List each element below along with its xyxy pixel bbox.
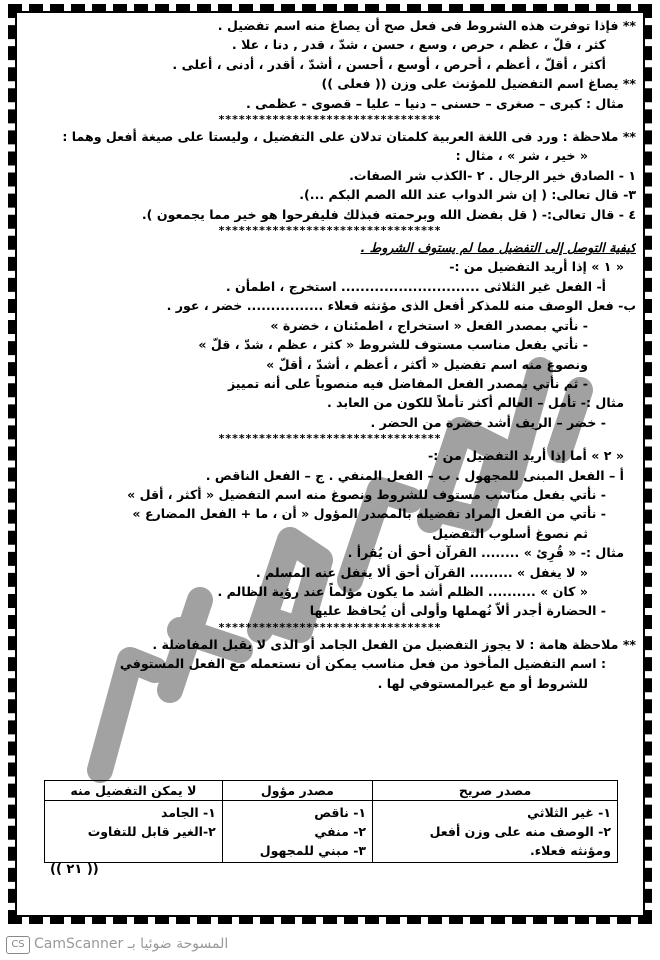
line-16: ب- فعل الوصف منه للمذكر أفعل الذى مؤنثه فعلاء ................ خضر ، عور . bbox=[166, 298, 636, 314]
line-21: مثال :- تأمل – العالم أكثر تأملاً للكون من العابد . bbox=[326, 395, 624, 411]
divider-stars: ********************************* bbox=[218, 432, 442, 446]
line-8: « خير ، شر » ، مثال : bbox=[455, 148, 588, 164]
line-5: مثال : كبرى – صغرى – حسنى – دنيا – عليا – قصوى - عظمى . bbox=[246, 95, 624, 111]
line-9: ١ - الصادق خير الرجال . ٢ -الكذب شر الصفات. bbox=[349, 167, 636, 183]
table-header: لا يمكن التفضيل منه bbox=[45, 781, 223, 801]
line-29: مثال :- « قُرِئ » ........ القرآن أحق أن يُقرأ . bbox=[347, 545, 624, 561]
main-content bbox=[24, 16, 636, 693]
line-19: ونصوغ منه اسم تفضيل « أكثر ، أعظم ، أشدّ ، أقلّ » bbox=[266, 356, 588, 372]
divider-stars: ********************************* bbox=[218, 113, 442, 127]
divider-stars: ********************************* bbox=[218, 224, 442, 238]
line-15: أ- الفعل غير الثلاثى ............................. استخرج ، اطمأن . bbox=[225, 278, 606, 294]
table-cell-not-possible: ١- الجامد ٢-الغير قابل للتفاوت bbox=[45, 801, 223, 863]
line-28: ثم نصوغ أسلوب التفضيل bbox=[432, 525, 588, 541]
camscanner-caption: CamScanner المسوحة ضوئيا بـ bbox=[34, 936, 229, 952]
line-18: - نأتي بفعل مناسب مستوف للشروط « كثر ، عظم ، شدّ ، قلّ » bbox=[198, 337, 588, 353]
camscanner-logo-icon: CS bbox=[6, 936, 30, 954]
line-26: - نأتي بفعل مناسب مستوف للشروط ونصوغ منه اسم التفضيل « أكثر ، أقل » bbox=[127, 486, 606, 502]
section-title: كيفية التوصل إلى التفضيل مما لم يستوف الشروط . bbox=[360, 240, 636, 256]
page-number: (( ٢١ )) bbox=[50, 862, 99, 877]
line-11: ٤ - قال تعالى:- ( قل بفضل الله وبرحمته فبذلك فليفرحوا هو خير مما يجمعون ). bbox=[141, 206, 636, 222]
line-2: كثر ، قلّ ، عظم ، حرص ، وسع ، حسن ، شدّ ، قدر , دنا ، علا . bbox=[231, 37, 606, 53]
table-header-row bbox=[45, 781, 618, 801]
line-3: أكثر ، أقلّ ، أعظم ، أحرص ، أوسع ، أحسن ، أشدّ ، أقدر ، أدنى ، أعلى . bbox=[172, 56, 606, 72]
line-32: - الحضارة أجدر ألاّ نُهملها وأولى أن يُحافظ عليها bbox=[309, 603, 606, 619]
line-36: للشروط أو مع غيرالمستوفي لها . bbox=[377, 675, 588, 691]
line-25: أ – الفعل المبنى للمجهول . ب – الفعل المنفي . ج – الفعل الناقص . bbox=[205, 467, 624, 483]
line-20: - ثم نأتي بمصدر الفعل المفاضل فيه منصوباً على أنه تمييز bbox=[227, 375, 588, 391]
line-31: « كان » .......... الظلم أشد ما يكون مؤلماً عند رؤية الظالم . bbox=[217, 583, 588, 599]
table-header: مصدر مؤول bbox=[222, 781, 372, 801]
line-1: ** فإذا توفرت هذه الشروط فى فعل صح أن يصاغ منه اسم تفضيل . bbox=[217, 18, 636, 33]
line-35: : اسم التفضيل المأخوذ من فعل مناسب يمكن أن نستعمله مع الفعل المستوفي bbox=[119, 656, 606, 672]
table-cell-explicit-masdar: ١- غير الثلاثي ٢- الوصف منه على وزن أفعل ومؤنثه فعلاء. bbox=[373, 801, 618, 863]
line-34: ** ملاحظة هامة : لا يجوز التفضيل من الفعل الجامد أو الذى لا يقبل المفاضلة . bbox=[152, 636, 636, 652]
line-10: ٣- قال تعالى: ( إن شر الدواب عند الله الصم البكم ...). bbox=[299, 187, 636, 203]
line-30: « لا يغفل » ......... القرآن أحق ألا يغفل عنه المسلم . bbox=[255, 564, 588, 580]
table-row bbox=[45, 801, 618, 863]
summary-table bbox=[44, 780, 618, 863]
line-27: - نأتي من الفعل المراد تفضيله بالمصدر المؤول « أن ، ما + الفعل المضارع » bbox=[132, 506, 606, 522]
line-24: « ٢ » أما إذا أريد التفضيل من :- bbox=[428, 448, 624, 464]
table-header: مصدر صريح bbox=[373, 781, 618, 801]
line-7: ** ملاحظة : ورد فى اللغة العربية كلمتان تدلان على التفضيل ، وليستا على صيغة أفعل وهما : bbox=[62, 129, 636, 145]
scanner-footer bbox=[0, 930, 660, 960]
line-22: - خضر – الريف أشد خضرة من الحضر . bbox=[370, 414, 606, 430]
line-14: « ١ » إذا أريد التفضيل من :- bbox=[449, 259, 624, 275]
line-4: ** يصاغ اسم التفضيل للمؤنث على وزن (( فعلى )) bbox=[321, 76, 636, 92]
line-17: - نأتي بمصدر الفعل « استخراج ، اطمئنان ، خضرة » bbox=[270, 317, 588, 333]
divider-stars: ********************************* bbox=[218, 620, 442, 634]
table-cell-interpreted-masdar: ١- ناقص ٢- منفي ٣- مبني للمجهول bbox=[222, 801, 372, 863]
